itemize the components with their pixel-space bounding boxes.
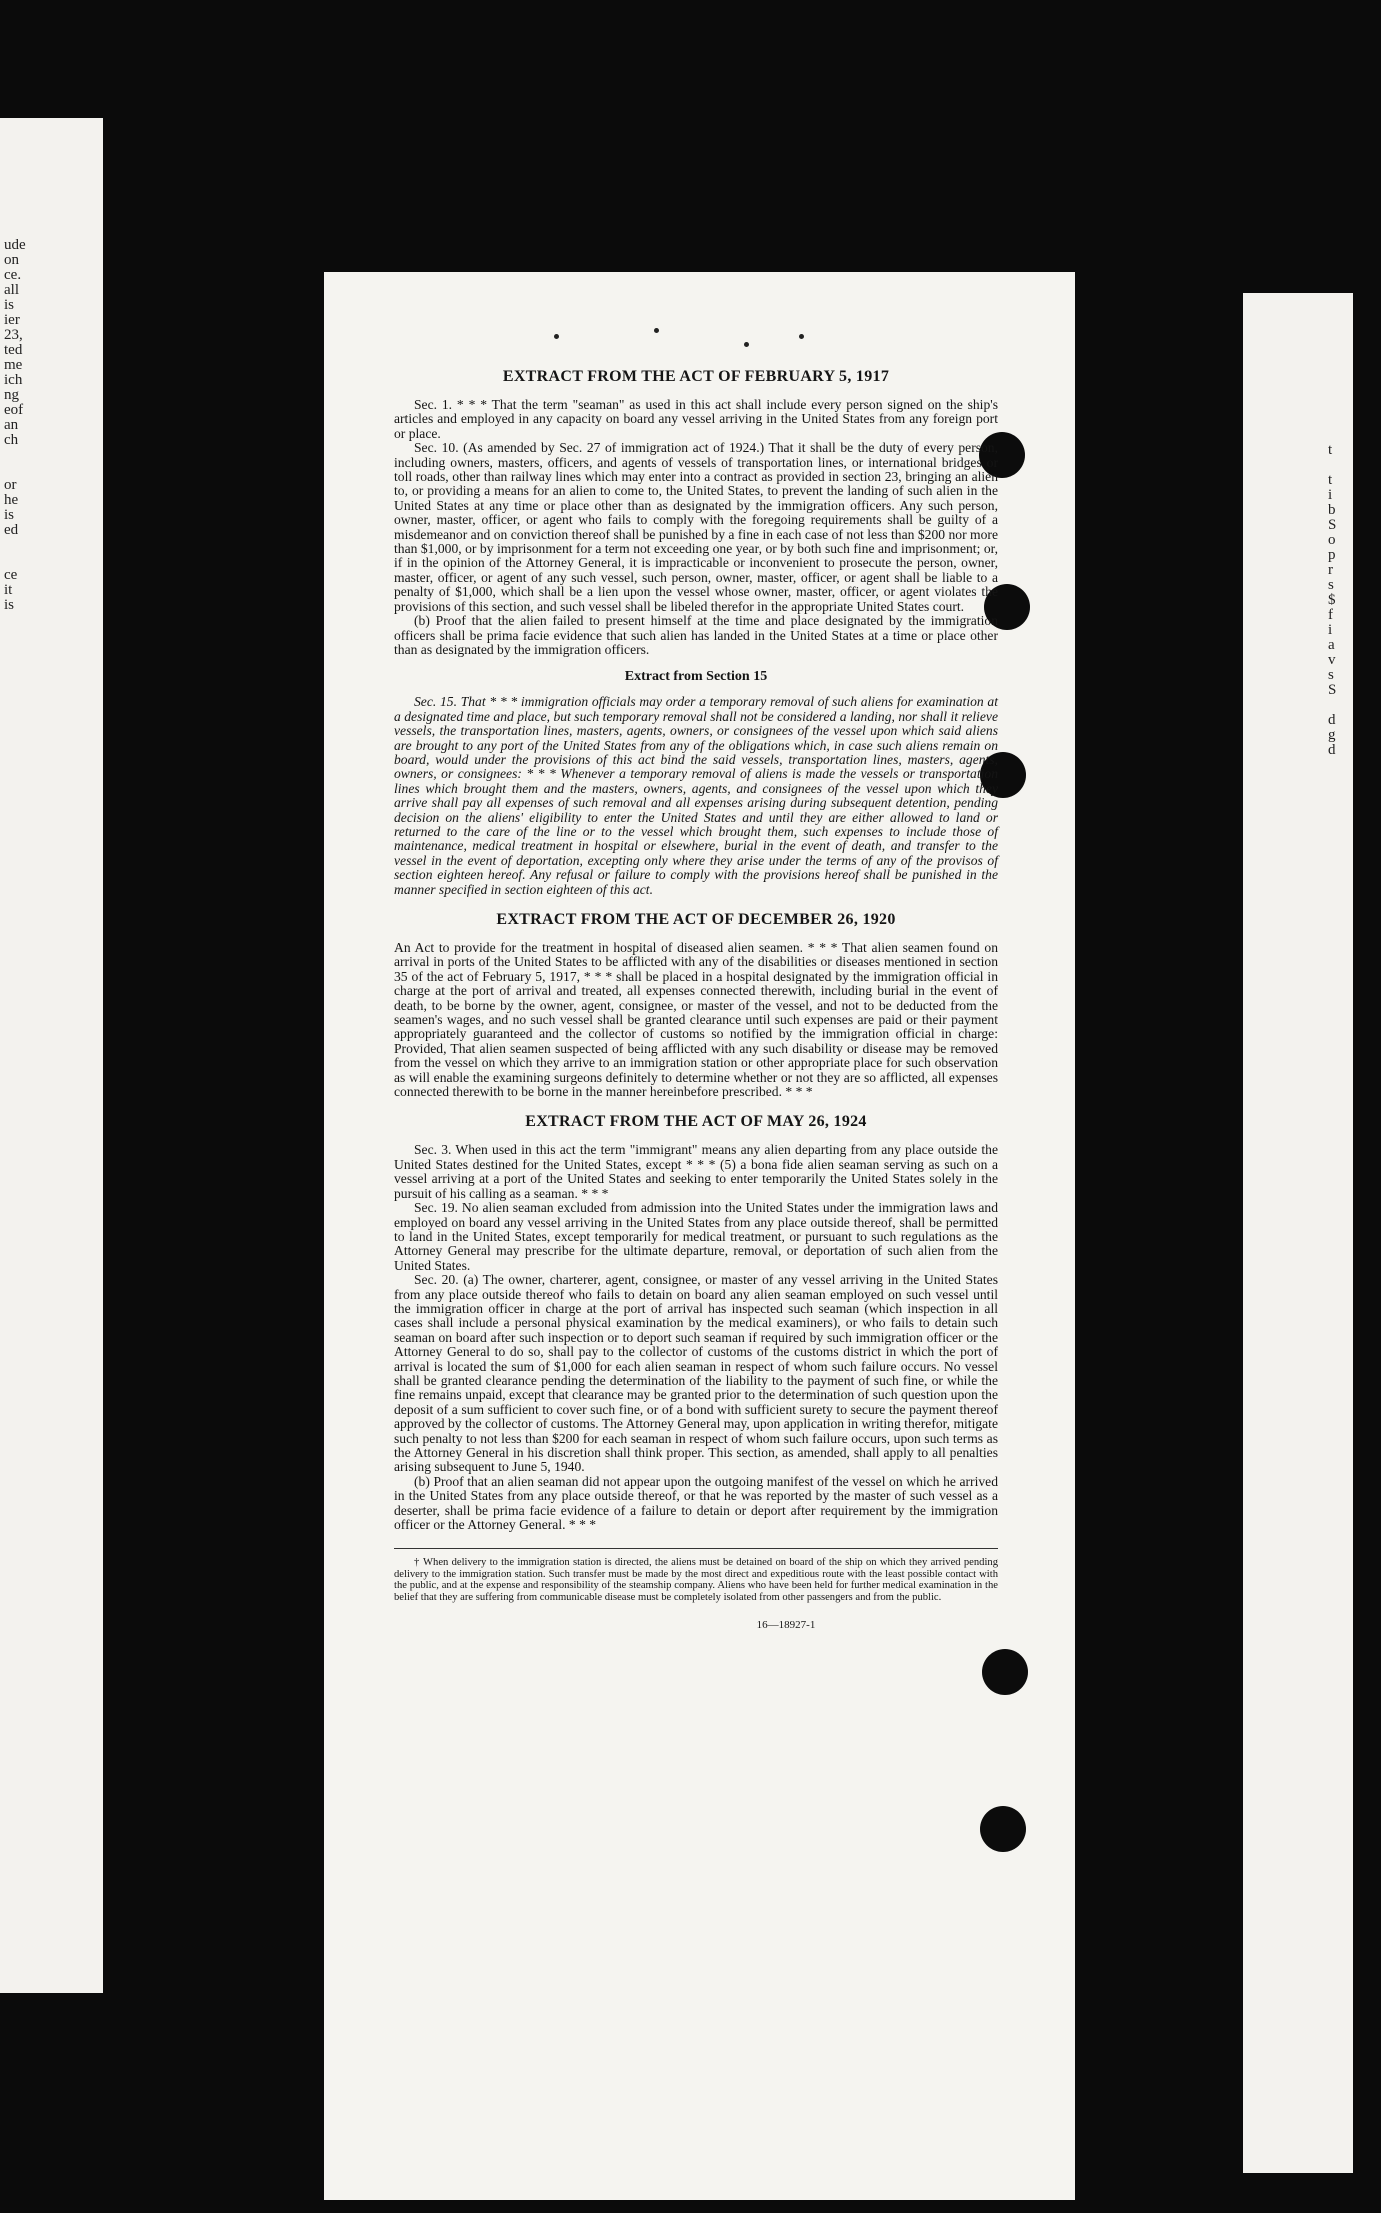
section-heading: EXTRACT FROM THE ACT OF MAY 26, 1924 <box>525 1113 867 1131</box>
subsection-heading: Extract from Section 15 <box>624 669 768 685</box>
section-heading: EXTRACT FROM THE ACT OF FEBRUARY 5, 1917 <box>502 368 890 385</box>
footnote-divider <box>394 1548 998 1549</box>
paragraph: Sec. 15. That * * * immigration officials may order a temporary removal of such aliens for examination at a designated time and place, but such temporary removal shall not be considered a landing, nor shall it relieve vessels, the transportation lines, masters, agents, owners, or consignees of the vessel upon which said aliens are brought to any port of the United States from any of the obligations which, in case such aliens remain on board, would under the provisions of this act bind the said vessels, transportation lines, masters, agents, owners, or consignees: * * * Whenever a temporary removal of aliens is made the vessels or transportation lines which brought them and the masters, owners, agents, and consignees of the vessel upon which they arrive shall pay all expenses of such removal and all expenses arising during subsequent detention, pending decision on the aliens' eligibility to enter the United States and until they are either allowed to land or returned to the care of the line or to the vessel which brought them, such expenses to include those of maintenance, medical treatment in hospital or elsewhere, burial in the event of death, and transfer to the vessel in the event of deportation, excepting only where they arise under the terms of any of the provisos of section eighteen hereof. Any refusal or failure to comply with the provisions hereof shall be punished in the manner specified in section eighteen of this act. <box>394 694 998 897</box>
punch-hole <box>982 1649 1028 1695</box>
section-heading: EXTRACT FROM THE ACT OF DECEMBER 26, 1920 <box>496 911 896 928</box>
pin-mark <box>554 334 559 339</box>
punch-hole <box>980 1806 1026 1852</box>
right-page-fragment: t t i b S o p r s $ f i a v s S d g d <box>1328 442 1337 758</box>
paragraph: (b) Proof that an alien seaman did not appear upon the outgoing manifest of the vessel on which he arrived in the United States from any place outside thereof, or that he was reported by the master of such vessel as a deserter, shall be prima facie evidence of a failure to detain or deport after requirement by the immigration officer or the Attorney General. * * * <box>394 1473 998 1533</box>
left-adjacent-page <box>0 118 103 1993</box>
document-page <box>324 272 1075 2200</box>
paragraph: An Act to provide for the treatment in hospital of diseased alien seamen. * * * That alien seamen found on arrival in ports of the United States to be afflicted with any of the disabilities or diseases mentioned in section 35 of the act of February 5, 1917, * * * shall be placed in a hospital designated by the immigration official in charge at the port of arrival and treated, all expenses connected therewith, including burial in the event of death, to be borne by the owner, agent, consignee, or master of the vessel, and not to be deducted from the seamen's wages, and no such vessel shall be granted clearance until such expenses are paid or their payment appropriately guaranteed and the collector of customs so notified by the immigration official in charge: Provided, That alien seamen suspected of being afflicted with any such disability or disease may be removed from the vessel on which they arrive to an immigration station or other appropriate place for such observation as will enable the examining surgeons definitely to determine whether or not they are so afflicted, all expenses connected therewith to be borne in the manner hereinbefore prescribed. * * * <box>394 940 998 1100</box>
paragraph: Sec. 3. When used in this act the term "immigrant" means any alien departing from any place outside the United States destined for the United States, except * * * (5) a bona fide alien seaman serving as such on a vessel arriving at a port of the United States and seeking to enter temporarily the United States solely in the pursuit of his calling as a seaman. * * * <box>394 1142 998 1201</box>
paragraph: Sec. 19. No alien seaman excluded from admission into the United States under the immigration laws and employed on board any vessel arriving in the United States from any place outside thereof, shall be permitted to land in the United States, except temporarily for medical treatment, or pursuant to such regulations as the Attorney General may prescribe for the ultimate departure, removal, or deportation of such alien from the United States. <box>394 1200 998 1273</box>
pin-mark <box>744 342 749 347</box>
pin-mark <box>799 334 804 339</box>
paragraph: Sec. 20. (a) The owner, charterer, agent, consignee, or master of any vessel arriving in the United States from any place outside thereof who fails to detain on board any alien seaman employed on such vessel until the immigration officer in charge at the port of arrival has inspected such seaman (which inspection in all cases shall include a personal physical examination by the medical examiners), or who fails to detain such seaman on board after such inspection or to deport such seaman if required by such immigration officer or the Attorney General to do so, shall pay to the collector of customs of the customs district in which the port of arrival is located the sum of $1,000 for each alien seaman in respect of whom such failure occurs. No vessel shall be granted clearance pending the determination of the liability to the payment of such fine, or while the fine remains unpaid, except that clearance may be granted prior to the determination of such question upon the deposit of a sum sufficient to cover such fine, or of a bond with sufficient surety to secure the payment thereof approved by the collector of customs. The Attorney General may, upon application in writing therefor, mitigate such penalty to not less than $200 for each seaman in respect of whom such failure occurs, upon such terms as the Attorney General in his discretion shall think proper. This section, as amended, shall apply to all penalties arising subsequent to June 5, 1940. <box>394 1272 998 1475</box>
document-body <box>394 368 998 1631</box>
paragraph: (b) Proof that the alien failed to present himself at the time and place designated by the immigration officers shall be prima facie evidence that such alien has landed in the United States at a time or place other than as designated by the immigration officers. <box>394 613 998 657</box>
form-number: 16—18927-1 <box>756 1619 816 1632</box>
footnote: † When delivery to the immigration station is directed, the aliens must be detained on board of the ship on which they arrived pending delivery to the immigration station. Such transfer must be made by the most direct and expeditious route with the least possible contact with the public, and at the expense and responsibility of the steamship company. Aliens who have been held for further medical examination in the belief that they are suffering from communicable disease must be completely isolated from other passengers and from the public. <box>394 1557 998 1603</box>
right-adjacent-page <box>1243 293 1353 2173</box>
left-page-fragment: ude on ce. all is ier 23, ted me ich ng eof an ch or he is ed ce it is <box>4 237 26 613</box>
paragraph: Sec. 1. * * * That the term "seaman" as used in this act shall include every person signed on the ship's articles and employed in any capacity on board any vessel arriving in the United States from any foreign port or place. <box>394 397 998 441</box>
paragraph: Sec. 10. (As amended by Sec. 27 of immigration act of 1924.) That it shall be the duty of every person, including owners, masters, officers, and agents of vessels of transportation lines, or international bridges or toll roads, other than railway lines which may enter into a contract as provided in section 23, bringing an alien to, or providing a means for an alien to come to, the United States, to prevent the landing of such alien in the United States at any time or place other than as designated by the immigration officers. Any such person, owner, master, officer, or agent who fails to comply with the foregoing requirements shall be guilty of a misdemeanor and on conviction thereof shall be punished by a fine in each case of not less than $200 nor more than $1,000, or by imprisonment for a term not exceeding one year, or by both such fine and imprisonment; or, if in the opinion of the Attorney General, it is impracticable or inconvenient to prosecute the person, owner, master, officer, or agent of any such vessel, such person, owner, master, officer, or agent shall be liable to a penalty of $1,000, which shall be a lien upon the vessel whose owner, master, officer, or agent violates the provisions of this section, and such vessel shall be libeled therefor in the appropriate United States court. <box>394 440 998 614</box>
pin-mark <box>654 328 659 333</box>
